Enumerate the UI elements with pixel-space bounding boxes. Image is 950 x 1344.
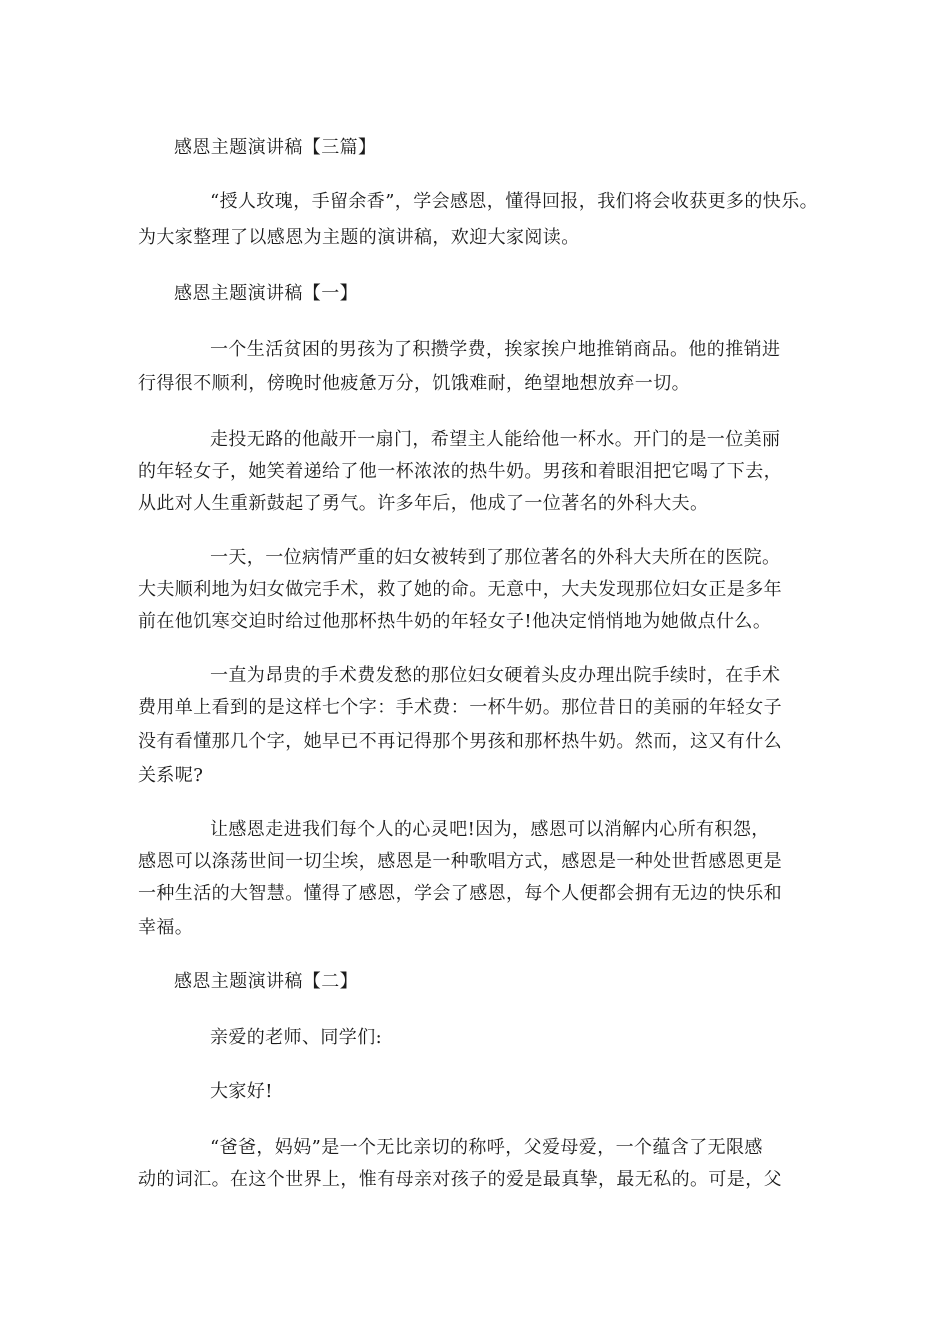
intro-line: “授人玫瑰，手留余香”，学会感恩，懂得回报，我们将会收获更多的快乐。 <box>210 191 819 212</box>
paragraph-line: 费用单上看到的是这样七个字：手术费：一杯牛奶。那位昔日的美丽的年轻女子 <box>138 697 782 718</box>
paragraph-line: 前在他饥寒交迫时给过他那杯热牛奶的年轻女子!他决定悄悄地为她做点什么。 <box>138 611 772 632</box>
section-heading: 感恩主题演讲稿【二】 <box>174 971 358 992</box>
document-title: 感恩主题演讲稿【三篇】 <box>174 137 377 158</box>
greeting-line: 亲爱的老师、同学们: <box>210 1027 383 1048</box>
paragraph-line: 大夫顺利地为妇女做完手术，救了她的命。无意中，大夫发现那位妇女正是多年 <box>138 579 782 600</box>
paragraph-line: 幸福。 <box>138 917 194 938</box>
paragraph-line: 走投无路的他敲开一扇门，希望主人能给他一杯水。开门的是一位美丽 <box>210 429 781 450</box>
paragraph-line: 行得很不顺利，傍晚时他疲惫万分，饥饿难耐，绝望地想放弃一切。 <box>138 373 690 394</box>
paragraph-line: 感恩可以涤荡世间一切尘埃，感恩是一种歌唱方式，感恩是一种处世哲感恩更是 <box>138 851 782 872</box>
paragraph-line: “爸爸，妈妈”是一个无比亲切的称呼，父爱母爱，一个蕴含了无限感 <box>210 1137 763 1158</box>
paragraph-line: 没有看懂那几个字，她早已不再记得那个男孩和那杯热牛奶。然而，这又有什么 <box>138 731 782 752</box>
intro-line: 为大家整理了以感恩为主题的演讲稿，欢迎大家阅读。 <box>138 227 580 248</box>
paragraph-line: 动的词汇。在这个世界上，惟有母亲对孩子的爱是最真挚，最无私的。可是，父 <box>138 1169 782 1190</box>
paragraph-line: 从此对人生重新鼓起了勇气。许多年后，他成了一位著名的外科大夫。 <box>138 493 709 514</box>
paragraph-line: 的年轻女子，她笑着递给了他一杯浓浓的热牛奶。男孩和着眼泪把它喝了下去， <box>138 461 782 482</box>
greeting-line: 大家好! <box>210 1081 273 1102</box>
section-heading: 感恩主题演讲稿【一】 <box>174 283 358 304</box>
paragraph-line: 一天，一位病情严重的妇女被转到了那位著名的外科大夫所在的医院。 <box>210 547 781 568</box>
paragraph-line: 关系呢? <box>138 765 204 786</box>
paragraph-line: 一个生活贫困的男孩为了积攒学费，挨家挨户地推销商品。他的推销进 <box>210 339 781 360</box>
paragraph-line: 一直为昂贵的手术费发愁的那位妇女硬着头皮办理出院手续时，在手术 <box>210 665 781 686</box>
paragraph-line: 让感恩走进我们每个人的心灵吧!因为，感恩可以消解内心所有积怨， <box>210 819 770 840</box>
paragraph-line: 一种生活的大智慧。懂得了感恩，学会了感恩，每个人便都会拥有无边的快乐和 <box>138 883 782 904</box>
